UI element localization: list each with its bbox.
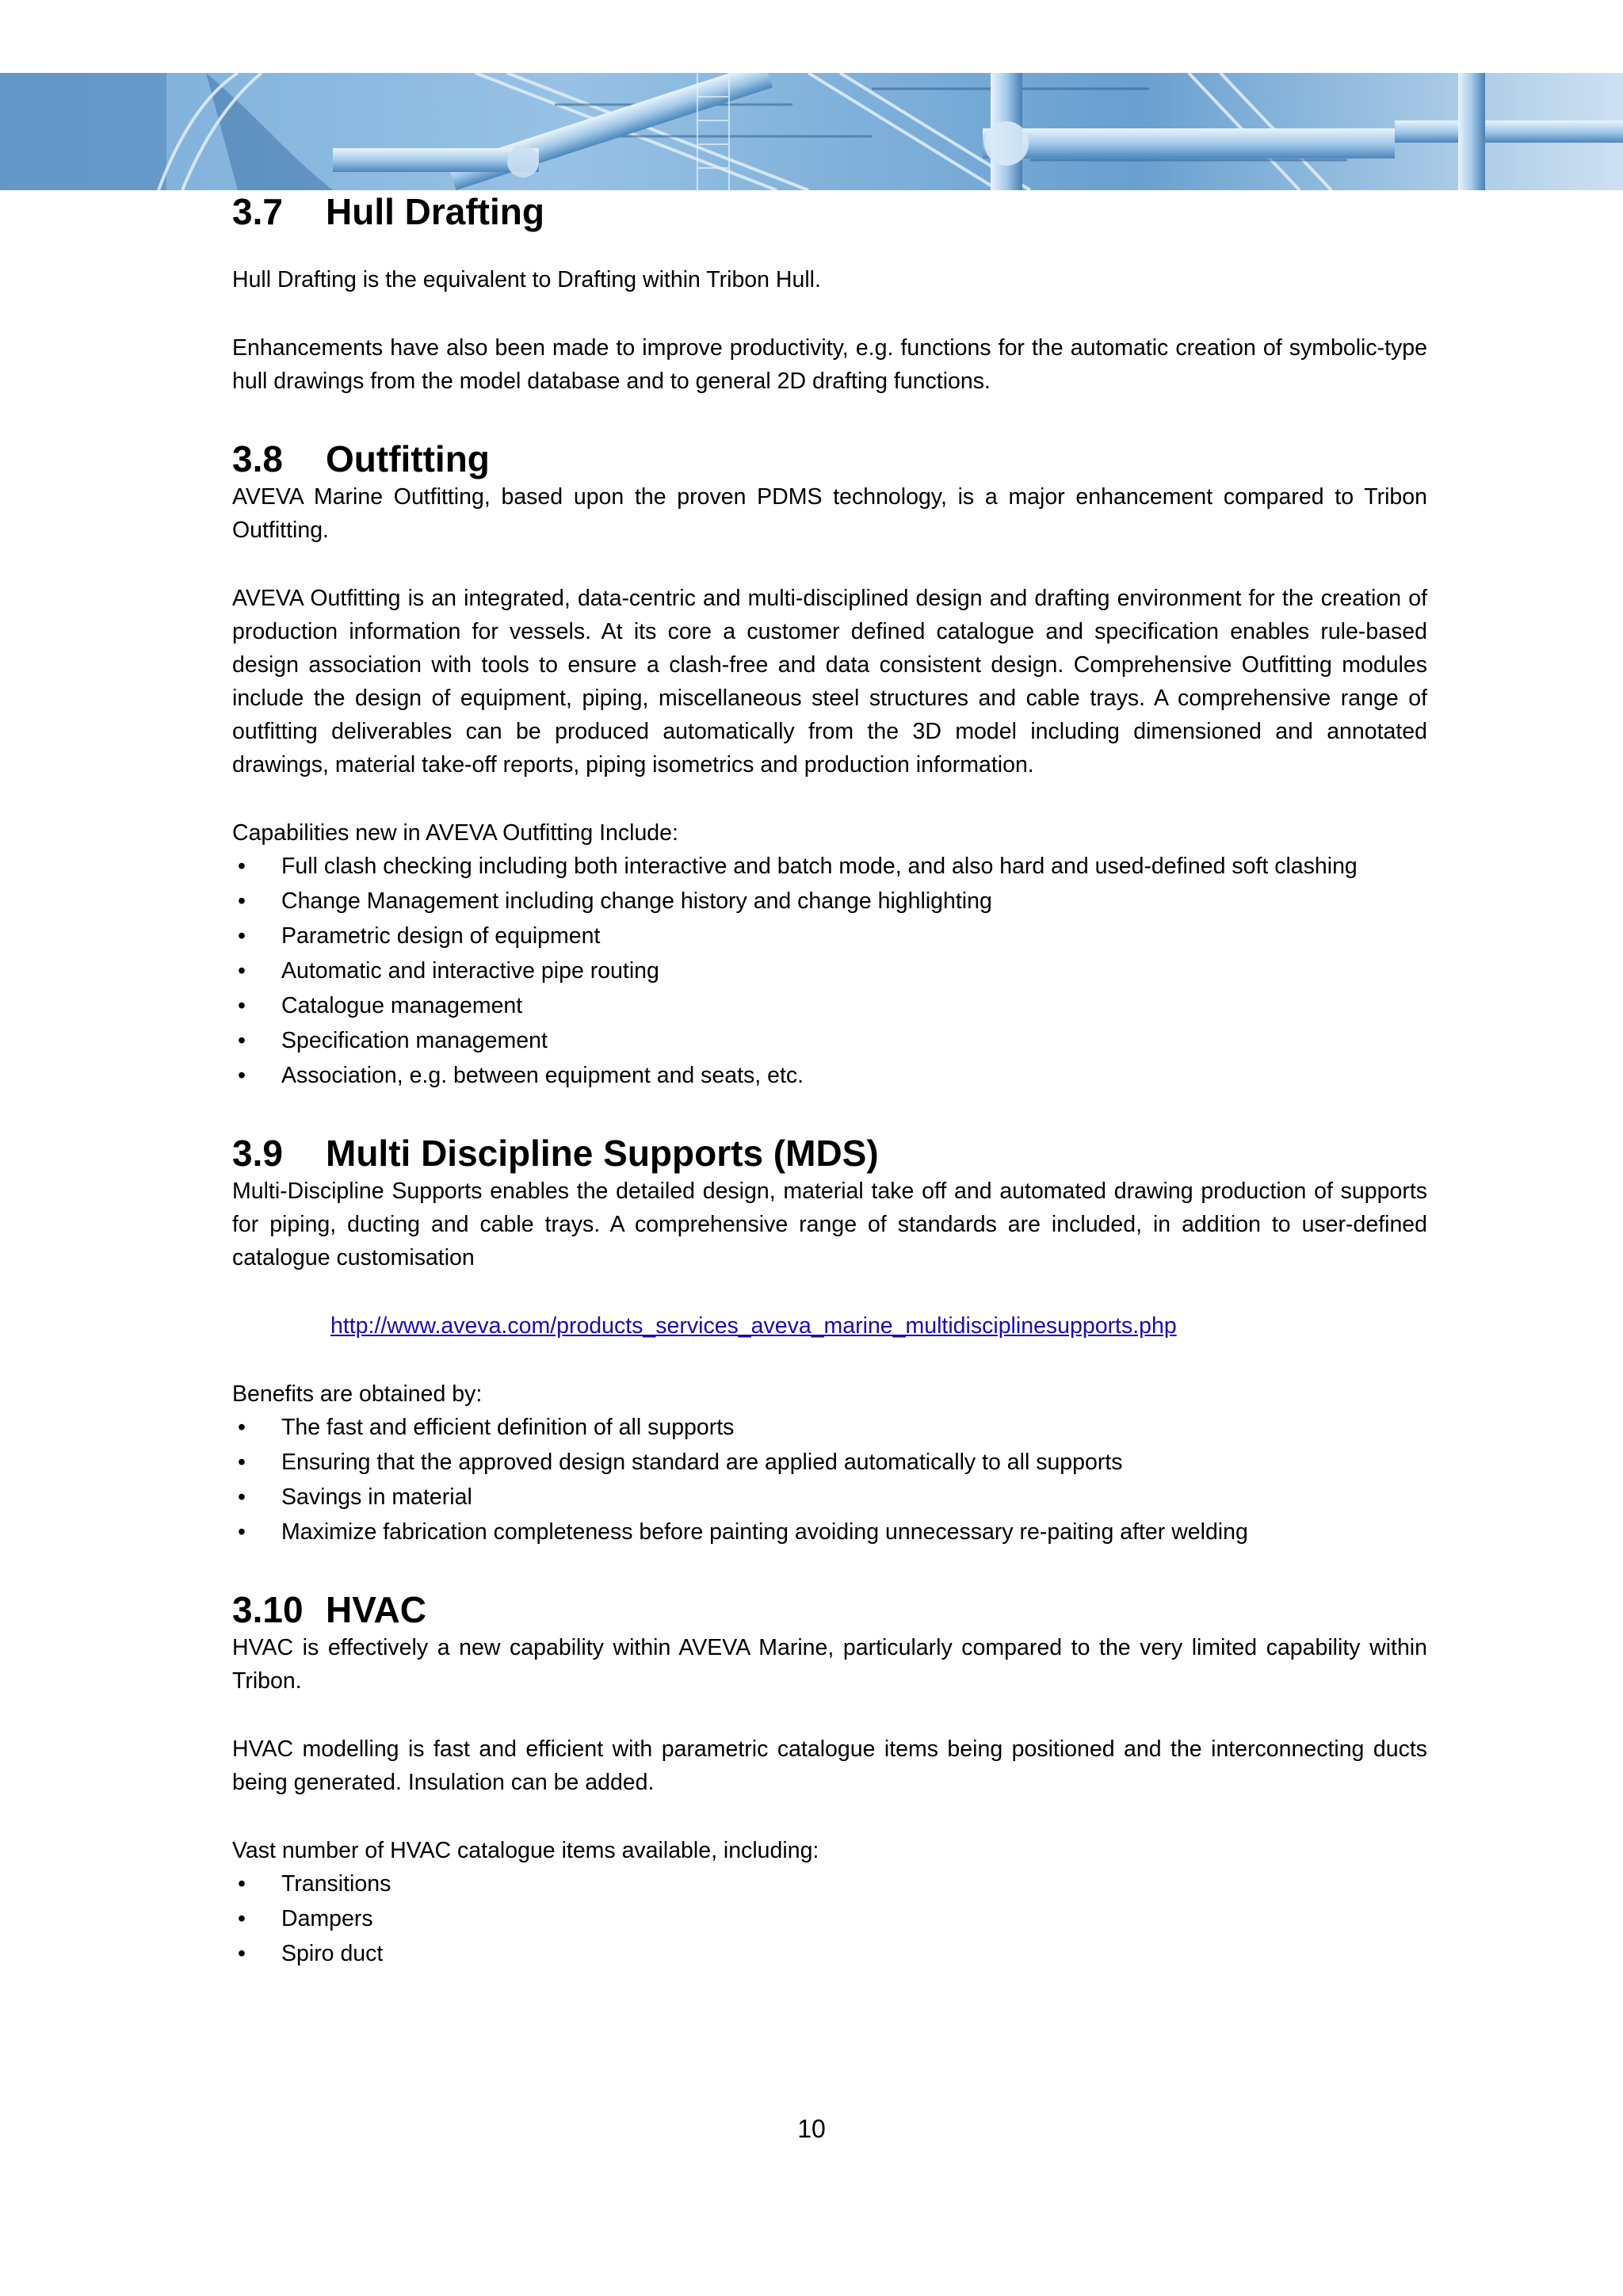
list-item-text: Savings in material [281,1484,472,1510]
bullet-glyph: • [238,1415,246,1440]
list-item [232,1937,1427,1970]
bullet-glyph: • [238,993,246,1018]
section-heading-hvac [232,1588,1427,1631]
list-item-text: The fast and efficient definition of all supports [281,1415,735,1440]
header-banner-image [0,73,1623,190]
list-item-text: Transitions [281,1871,391,1897]
list-item [232,1480,1427,1514]
list-item-text: Specification management [281,1028,548,1053]
section-title: Outfitting [326,438,490,479]
list-item-text: Ensuring that the approved design standard are applied automatically to all supports [281,1450,1123,1475]
list-item [232,884,1427,918]
paragraph: AVEVA Marine Outfitting, based upon the proven PDMS technology, is a major enhancement compared to Tribon Outfitting. [232,484,1427,543]
paragraph: Capabilities new in AVEVA Outfitting Include: [232,820,678,846]
section-number: 3.9 [232,1133,283,1174]
list-item [232,1902,1427,1935]
list-item [232,1446,1427,1479]
bullet-glyph: • [238,1063,246,1088]
document-body [232,190,1427,1972]
section-number: 3.10 [232,1589,304,1630]
section-heading-multi-discipline-supports [232,1132,1427,1175]
section-heading-outfitting [232,437,1427,480]
list-item [232,850,1427,883]
section-number: 3.8 [232,438,283,479]
section-title: Hull Drafting [326,191,544,232]
list-item [232,1515,1427,1549]
bullet-glyph: • [238,923,246,949]
paragraph: HVAC modelling is fast and efficient with parametric catalogue items being positioned and the interconnecting ducts being generated. Insulation can be added. [232,1736,1427,1795]
section-heading-hull-drafting [232,190,1427,233]
bullet-list-mds-benefits [232,1411,1427,1549]
paragraph: Vast number of HVAC catalogue items available, including: [232,1838,819,1863]
list-item-text: Change Management including change history and change highlighting [281,888,992,914]
page-number: 10 [797,2115,826,2143]
bullet-list-hvac-items [232,1867,1427,1970]
paragraph: Hull Drafting is the equivalent to Drafting within Tribon Hull. [232,267,821,292]
mds-product-link[interactable]: http://www.aveva.com/products_services_aveva_marine_multidisciplinesupports.php [330,1313,1177,1339]
list-item [232,1411,1427,1444]
bullet-glyph: • [238,1484,246,1510]
bullet-glyph: • [238,958,246,984]
paragraph: Enhancements have also been made to improve productivity, e.g. functions for the automatic creation of symbolic-type hull drawings from the model database and to general 2D drafting functions. [232,335,1427,394]
list-item [232,1867,1427,1901]
list-item-text: Spiro duct [281,1941,384,1966]
list-item-text: Maximize fabrication completeness before painting avoiding unnecessary re-paiting after welding [281,1519,1248,1545]
paragraph: HVAC is effectively a new capability within AVEVA Marine, particularly compared to the very limited capability within Tribon. [232,1635,1427,1694]
list-item-text: Full clash checking including both interactive and batch mode, and also hard and used-defined soft clashing [281,854,1358,879]
list-item [232,919,1427,953]
list-item [232,954,1427,988]
section-title: Multi Discipline Supports (MDS) [326,1133,879,1174]
paragraph: AVEVA Outfitting is an integrated, data-centric and multi-disciplined design and drafting environment for the creation of production information for vessels. At its core a customer defined catalogue and specification enables rule-based design association with tools to ensure a clash-free and data consistent design. Comprehensive Outfitting modules include the design of equipment, piping, miscellaneous steel structures and cable trays. A comprehensive range of outfitting deliverables can be produced automatically from the 3D model including dimensioned and annotated drawings, material take-off reports, piping isometrics and production information. [232,586,1427,777]
bullet-glyph: • [238,1906,246,1931]
bullet-glyph: • [238,1941,246,1966]
bullet-glyph: • [238,1028,246,1053]
list-item [232,1059,1427,1092]
section-number: 3.7 [232,191,283,232]
bullet-glyph: • [238,888,246,914]
list-item-text: Parametric design of equipment [281,923,601,949]
link-container [232,1309,1427,1343]
bullet-glyph: • [238,854,246,879]
section-title: HVAC [326,1589,426,1630]
bullet-glyph: • [238,1871,246,1897]
list-item [232,1024,1427,1057]
bullet-glyph: • [238,1519,246,1545]
paragraph: Multi-Discipline Supports enables the detailed design, material take off and automated drawing production of supports for piping, ducting and cable trays. A comprehensive range of standards are included, in addition to user-defined catalogue customisation [232,1179,1427,1270]
list-item-text: Dampers [281,1906,373,1931]
list-item [232,989,1427,1022]
bullet-list-outfitting-capabilities [232,850,1427,1092]
list-item-text: Automatic and interactive pipe routing [281,958,659,984]
paragraph: Benefits are obtained by: [232,1381,483,1407]
list-item-text: Catalogue management [281,993,523,1018]
bullet-glyph: • [238,1450,246,1475]
list-item-text: Association, e.g. between equipment and seats, etc. [281,1063,804,1088]
